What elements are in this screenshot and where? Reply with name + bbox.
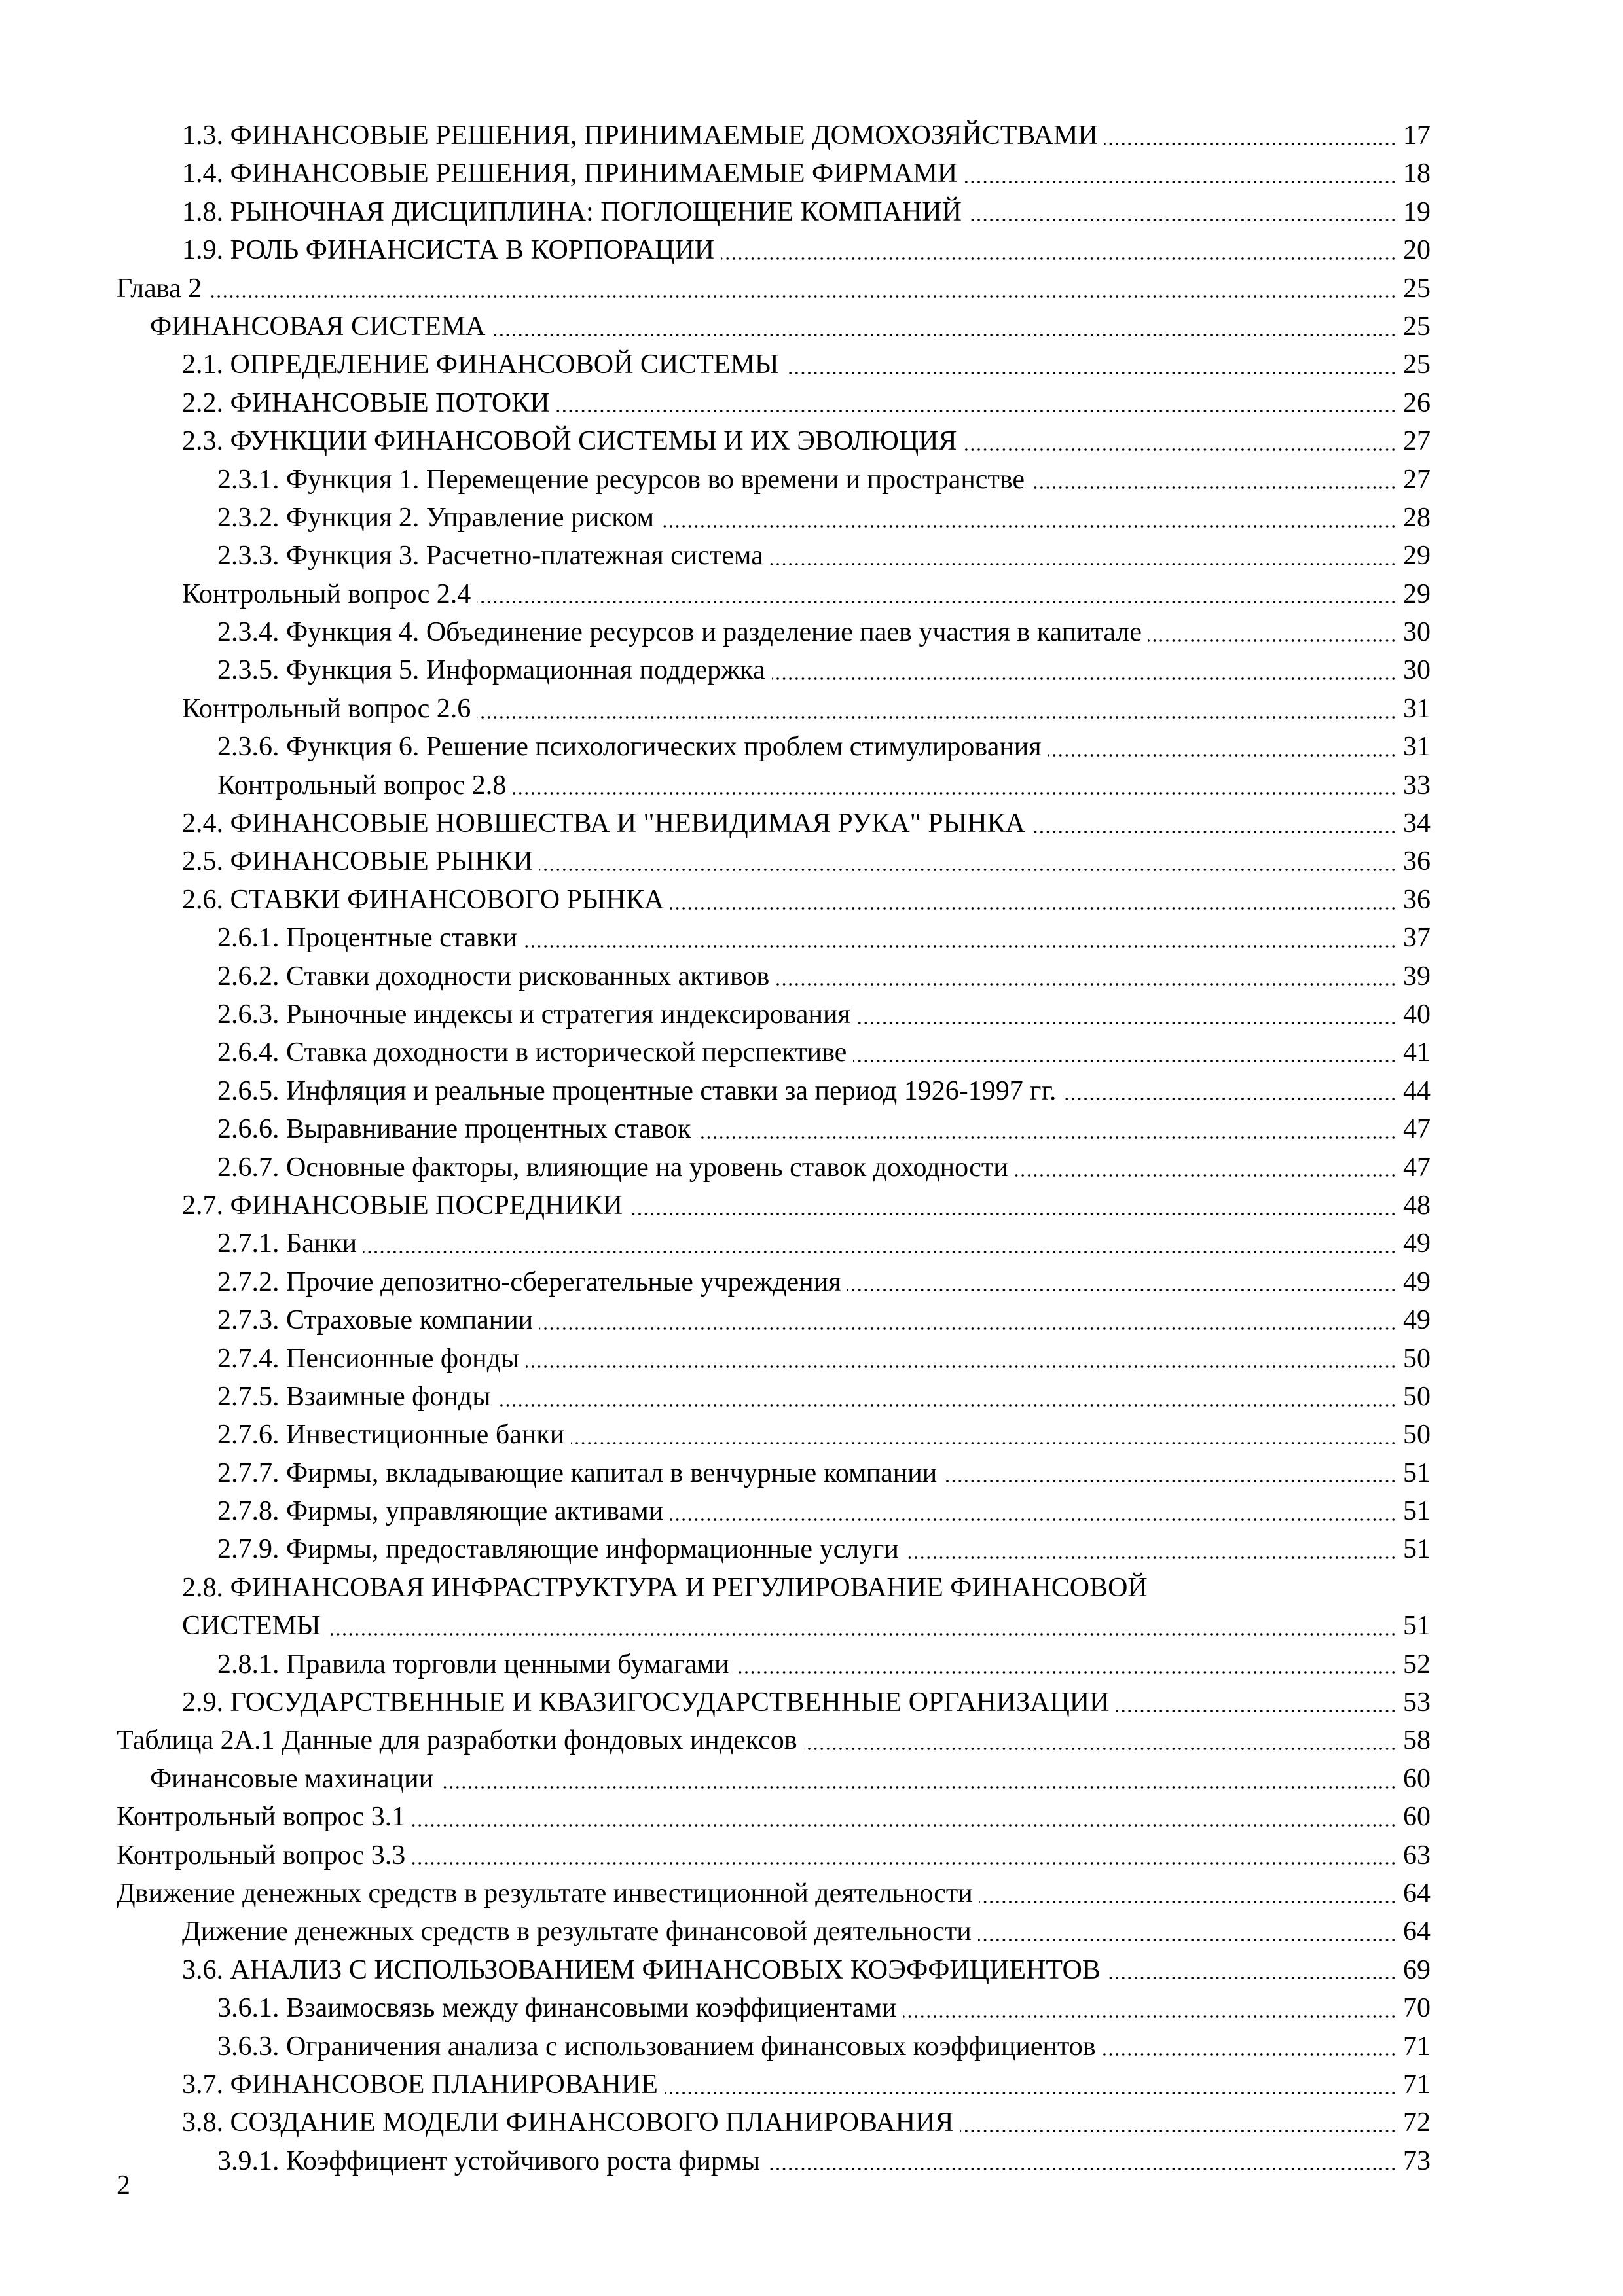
toc-entry-page: 25	[1403, 350, 1431, 380]
toc-entry[interactable]	[0, 1798, 1623, 1836]
toc-entry[interactable]	[0, 422, 1623, 460]
toc-entry-page: 47	[1403, 1152, 1431, 1183]
toc-entry-page: 49	[1403, 1229, 1431, 1259]
toc-entry[interactable]	[0, 881, 1623, 919]
toc-dot-leader	[853, 1060, 1396, 1062]
toc-entry[interactable]	[0, 1874, 1623, 1912]
toc-entry[interactable]	[0, 1760, 1623, 1798]
toc-entry-page: 50	[1403, 1343, 1431, 1374]
toc-entry-title: Контрольный вопрос 2.6	[182, 693, 471, 724]
toc-entry[interactable]	[0, 1033, 1623, 1071]
toc-entry-title: Контрольный вопрос 3.3	[117, 1840, 406, 1871]
toc-entry-title: Контрольный вопрос 3.1	[117, 1802, 406, 1833]
toc-entry-page: 49	[1403, 1266, 1431, 1297]
toc-entry-title: 2.3. ФУНКЦИИ ФИНАНСОВОЙ СИСТЕМЫ И ИХ ЭВОЛЮЦИЯ	[182, 426, 957, 457]
toc-entry[interactable]	[0, 193, 1623, 231]
toc-entry-title: 2.7.7. Фирмы, вкладывающие капитал в венчурные компании	[217, 1458, 938, 1488]
toc-entry-title: 2.6.2. Ставки доходности рискованных активов	[217, 961, 770, 992]
toc-dot-leader	[964, 448, 1396, 451]
toc-entry[interactable]	[0, 461, 1623, 499]
toc-entry-page: 44	[1403, 1075, 1431, 1106]
toc-entry-page: 20	[1403, 235, 1431, 266]
toc-entry[interactable]	[0, 270, 1623, 308]
toc-dot-leader	[905, 1556, 1396, 1559]
toc-dot-leader	[1104, 143, 1396, 145]
toc-entry[interactable]	[0, 2066, 1623, 2104]
toc-entry-title-continued: СИСТЕМЫ	[182, 1611, 321, 1641]
toc-dot-leader	[477, 601, 1396, 603]
toc-entry-title: 3.6.3. Ограничения анализа с использованием финансовых коэффициентов	[217, 2031, 1096, 2062]
toc-entry-page: 73	[1403, 2145, 1431, 2176]
toc-dot-leader	[539, 869, 1396, 871]
toc-entry-title: 2.6.1. Процентные ставки	[217, 923, 517, 954]
toc-entry-title: 2.3.6. Функция 6. Решение психологических проблем стимулирования	[217, 732, 1042, 762]
toc-entry-title: 1.9. РОЛЬ ФИНАНСИСТА В КОРПОРАЦИИ	[182, 235, 715, 266]
toc-entry-page: 51	[1403, 1611, 1431, 1641]
toc-entry-page: 34	[1403, 808, 1431, 839]
toc-dot-leader	[721, 257, 1396, 260]
toc-entry-title: 2.3.2. Функция 2. Управление риском	[217, 502, 655, 533]
toc-dot-leader	[1031, 486, 1396, 489]
toc-entry-title: 1.4. ФИНАНСОВЫЕ РЕШЕНИЯ, ПРИНИМАЕМЫЕ ФИРМАМИ	[182, 158, 958, 189]
toc-entry-page: 31	[1403, 693, 1431, 724]
toc-entry-title: 2.3.1. Функция 1. Перемещение ресурсов во времени и пространстве	[217, 464, 1025, 495]
toc-entry[interactable]	[0, 154, 1623, 192]
toc-dot-leader	[363, 1251, 1396, 1253]
toc-dot-leader	[440, 1786, 1396, 1789]
toc-entry-page: 26	[1403, 387, 1431, 418]
toc-entry[interactable]	[0, 919, 1623, 957]
toc-entry-page: 28	[1403, 502, 1431, 533]
toc-entry[interactable]	[0, 1492, 1623, 1530]
toc-entry[interactable]	[0, 1149, 1623, 1187]
toc-entry-page: 37	[1403, 923, 1431, 954]
toc-entry-title: ФИНАНСОВАЯ СИСТЕМА	[150, 311, 486, 342]
toc-dot-leader	[903, 2015, 1396, 2018]
toc-entry[interactable]	[0, 1416, 1623, 1454]
toc-dot-leader	[736, 1671, 1396, 1674]
toc-dot-leader	[1107, 1977, 1396, 1979]
toc-entry[interactable]	[0, 384, 1623, 422]
toc-entry[interactable]	[0, 1340, 1623, 1378]
toc-entry-title: 2.6.6. Выравнивание процентных ставок	[217, 1114, 691, 1145]
toc-entry-page: 19	[1403, 196, 1431, 227]
toc-entry-title: 2.8.1. Правила торговли ценными бумагами	[217, 1649, 729, 1679]
toc-entry[interactable]	[0, 842, 1623, 880]
toc-dot-leader	[661, 525, 1396, 528]
toc-dot-leader	[847, 1289, 1396, 1291]
toc-entry[interactable]	[0, 1263, 1623, 1301]
toc-dot-leader	[1103, 2053, 1396, 2056]
toc-entry-title: 2.6.3. Рыночные индексы и стратегия индексирования	[217, 999, 850, 1030]
toc-entry-page: 41	[1403, 1037, 1431, 1068]
toc-dot-leader	[772, 677, 1396, 680]
toc-entry-title: 3.9.1. Коэффициент устойчивого роста фирмы	[217, 2145, 761, 2176]
toc-dot-leader	[770, 563, 1396, 565]
toc-dot-leader	[665, 2092, 1396, 2094]
toc-entry-title: 2.7. ФИНАНСОВЫЕ ПОСРЕДНИКИ	[182, 1190, 623, 1221]
toc-entry-page: 63	[1403, 1840, 1431, 1871]
toc-entry-page: 30	[1403, 617, 1431, 648]
toc-entry-title: Дижение денежных средств в результате финансовой деятельности	[182, 1916, 972, 1947]
toc-dot-leader	[412, 1824, 1396, 1827]
toc-entry-title: 2.8. ФИНАНСОВАЯ ИНФРАСТРУКТУРА И РЕГУЛИРОВАНИЕ ФИНАНСОВОЙ	[182, 1572, 1148, 1603]
toc-entry-title: 2.2. ФИНАНСОВЫЕ ПОТОКИ	[182, 387, 550, 418]
toc-dot-leader	[1015, 1174, 1396, 1177]
toc-entry[interactable]	[0, 1951, 1623, 1989]
toc-entry[interactable]	[0, 1072, 1623, 1110]
toc-entry-title: 2.3.5. Функция 5. Информационная поддержка	[217, 655, 765, 686]
toc-dot-leader	[964, 181, 1396, 183]
toc-entry-page: 60	[1403, 1763, 1431, 1794]
toc-dot-leader	[804, 1748, 1396, 1750]
toc-entry[interactable]	[0, 346, 1623, 384]
toc-entry[interactable]	[0, 1683, 1623, 1721]
toc-entry-title: 2.6.7. Основные факторы, влияющие на уровень ставок доходности	[217, 1152, 1008, 1183]
toc-entry-page: 49	[1403, 1305, 1431, 1336]
toc-dot-leader	[767, 2168, 1396, 2170]
toc-entry-page: 27	[1403, 426, 1431, 457]
toc-dot-leader	[539, 1327, 1396, 1330]
toc-entry-page: 25	[1403, 273, 1431, 304]
toc-entry[interactable]	[0, 1301, 1623, 1339]
toc-entry[interactable]	[0, 613, 1623, 651]
toc-dot-leader	[786, 372, 1396, 374]
toc-entry-title: 2.6. СТАВКИ ФИНАНСОВОГО РЫНКА	[182, 884, 665, 915]
toc-entry-title: 2.7.8. Фирмы, управляющие активами	[217, 1496, 664, 1527]
toc-entry-title: 2.1. ОПРЕДЕЛЕНИЕ ФИНАНСОВОЙ СИСТЕМЫ	[182, 350, 779, 380]
toc-entry-title: 2.7.2. Прочие депозитно-сберегательные учреждения	[217, 1266, 841, 1297]
toc-dot-leader	[670, 907, 1396, 910]
toc-entry-title: 2.4. ФИНАНСОВЫЕ НОВШЕСТВА И "НЕВИДИМАЯ РУКА" РЫНКА	[182, 808, 1025, 839]
toc-entry[interactable]	[0, 1454, 1623, 1492]
toc-entry-title: 1.3. ФИНАНСОВЫЕ РЕШЕНИЯ, ПРИНИМАЕМЫЕ ДОМОХОЗЯЙСТВАМИ	[182, 120, 1098, 151]
toc-dot-leader	[1048, 754, 1396, 757]
toc-entry-title: 3.6. АНАЛИЗ С ИСПОЛЬЗОВАНИЕМ ФИНАНСОВЫХ КОЭФФИЦИЕНТОВ	[182, 1954, 1101, 1985]
toc-entry-title: Таблица 2А.1 Данные для разработки фондовых индексов	[117, 1725, 797, 1756]
toc-entry[interactable]	[0, 690, 1623, 728]
toc-entry-page: 36	[1403, 846, 1431, 877]
toc-entry-page: 25	[1403, 311, 1431, 342]
toc-dot-leader	[208, 295, 1396, 298]
toc-entry-title: 1.8. РЫНОЧНАЯ ДИСЦИПЛИНА: ПОГЛОЩЕНИЕ КОМПАНИЙ	[182, 196, 962, 227]
toc-dot-leader	[979, 1901, 1396, 1903]
toc-entry-title: 3.6.1. Взаимосвязь между финансовыми коэффициентами	[217, 1993, 897, 2024]
toc-entry[interactable]	[0, 728, 1623, 766]
toc-entry-title: 2.3.3. Функция 3. Расчетно-платежная система	[217, 541, 763, 571]
toc-entry[interactable]	[0, 575, 1623, 613]
toc-dot-leader	[697, 1136, 1396, 1139]
toc-entry-page: 29	[1403, 579, 1431, 609]
toc-dot-leader	[571, 1442, 1396, 1444]
toc-entry[interactable]	[0, 499, 1623, 537]
toc-entry-title: Глава 2	[117, 273, 202, 304]
toc-entry-page: 72	[1403, 2108, 1431, 2138]
toc-entry[interactable]	[0, 651, 1623, 689]
toc-entry[interactable]	[0, 1645, 1623, 1683]
toc-entry[interactable]	[0, 1110, 1623, 1148]
toc-entry-title: 3.7. ФИНАНСОВОЕ ПЛАНИРОВАНИЕ	[182, 2069, 658, 2100]
toc-entry-page: 39	[1403, 961, 1431, 992]
toc-entry-page: 71	[1403, 2031, 1431, 2062]
toc-dot-leader	[513, 792, 1396, 795]
toc-dot-leader	[857, 1022, 1396, 1024]
toc-entry-page: 51	[1403, 1534, 1431, 1565]
toc-entry-page: 53	[1403, 1687, 1431, 1718]
toc-dot-leader	[497, 1404, 1396, 1407]
toc-dot-leader	[492, 334, 1396, 336]
toc-dot-leader	[477, 716, 1396, 719]
toc-dot-leader	[776, 983, 1396, 986]
toc-entry[interactable]	[0, 117, 1623, 154]
toc-dot-leader	[968, 219, 1396, 221]
toc-entry[interactable]	[0, 804, 1623, 842]
toc-entry-page: 18	[1403, 158, 1431, 189]
toc-dot-leader	[960, 2130, 1396, 2132]
toc-entry-title: 2.5. ФИНАНСОВЫЕ РЫНКИ	[182, 846, 533, 877]
toc-entry-title: 2.9. ГОСУДАРСТВЕННЫЕ И КВАЗИГОСУДАРСТВЕННЫЕ ОРГАНИЗАЦИИ	[182, 1687, 1110, 1718]
toc-dot-leader	[327, 1633, 1396, 1636]
toc-entry[interactable]	[0, 1530, 1623, 1568]
toc-dot-leader	[1148, 639, 1396, 642]
toc-entry-page: 64	[1403, 1878, 1431, 1909]
toc-entry-title: Контрольный вопрос 2.4	[182, 579, 471, 609]
toc-entry-title: 3.8. СОЗДАНИЕ МОДЕЛИ ФИНАНСОВОГО ПЛАНИРОВАНИЯ	[182, 2108, 954, 2138]
toc-entry[interactable]	[0, 2142, 1623, 2180]
toc-entry[interactable]	[0, 1837, 1623, 1874]
toc-entry[interactable]	[0, 1187, 1623, 1225]
toc-dot-leader	[1063, 1098, 1396, 1100]
toc-entry[interactable]	[0, 1989, 1623, 2027]
toc-entry[interactable]	[0, 1912, 1623, 1950]
toc-entry-page: 52	[1403, 1649, 1431, 1679]
toc-entry-title: 2.7.1. Банки	[217, 1229, 357, 1259]
toc-entry[interactable]	[0, 1378, 1623, 1416]
toc-entry-title: 2.3.4. Функция 4. Объединение ресурсов и разделение паев участия в капитале	[217, 617, 1142, 648]
toc-dot-leader	[412, 1862, 1396, 1865]
toc-entry[interactable]	[0, 1225, 1623, 1263]
toc-entry[interactable]	[0, 2104, 1623, 2142]
toc-dot-leader	[526, 1365, 1396, 1368]
toc-entry-page: 40	[1403, 999, 1431, 1030]
toc-entry-page: 27	[1403, 464, 1431, 495]
toc-entry-page: 17	[1403, 120, 1431, 151]
toc-entry-page: 64	[1403, 1916, 1431, 1947]
toc-entry[interactable]	[0, 1721, 1623, 1759]
toc-entry-page: 50	[1403, 1420, 1431, 1450]
toc-entry[interactable]	[0, 958, 1623, 996]
toc-entry-title: 2.6.4. Ставка доходности в исторической перспективе	[217, 1037, 847, 1068]
toc-entry[interactable]	[0, 2028, 1623, 2066]
toc-dot-leader	[943, 1480, 1396, 1482]
toc-entry[interactable]	[0, 537, 1623, 575]
toc-entry-page: 30	[1403, 655, 1431, 686]
toc-dot-leader	[524, 945, 1396, 948]
toc-dot-leader	[978, 1939, 1396, 1941]
toc-entry[interactable]	[0, 231, 1623, 269]
toc-dot-leader	[1116, 1710, 1396, 1712]
toc-entry-page: 58	[1403, 1725, 1431, 1756]
toc-entry-page: 48	[1403, 1190, 1431, 1221]
table-of-contents	[0, 117, 1623, 2180]
toc-entry-page: 47	[1403, 1114, 1431, 1145]
toc-entry[interactable]	[0, 1569, 1623, 1645]
toc-entry-page: 60	[1403, 1802, 1431, 1833]
toc-entry-page: 71	[1403, 2069, 1431, 2100]
toc-entry-page: 69	[1403, 1954, 1431, 1985]
toc-entry-page: 36	[1403, 884, 1431, 915]
toc-entry[interactable]	[0, 996, 1623, 1033]
toc-entry-page: 31	[1403, 732, 1431, 762]
toc-entry-page: 29	[1403, 541, 1431, 571]
toc-entry-title: 2.7.3. Страховые компании	[217, 1305, 534, 1336]
toc-dot-leader	[1032, 831, 1396, 833]
toc-entry[interactable]	[0, 766, 1623, 804]
toc-entry-title: Финансовые махинации	[150, 1763, 434, 1794]
toc-entry-title: 2.7.6. Инвестиционные банки	[217, 1420, 565, 1450]
toc-entry-page: 51	[1403, 1458, 1431, 1488]
toc-entry-page: 51	[1403, 1496, 1431, 1527]
toc-entry-title: Контрольный вопрос 2.8	[217, 770, 507, 800]
toc-entry-title: Движение денежных средств в результате инвестиционной деятельности	[117, 1878, 973, 1909]
toc-entry-title: 2.7.9. Фирмы, предоставляющие информационные услуги	[217, 1534, 899, 1565]
toc-entry-page: 70	[1403, 1993, 1431, 2024]
toc-dot-leader	[629, 1213, 1396, 1215]
toc-entry-title: 2.6.5. Инфляция и реальные процентные ставки за период 1926-1997 гг.	[217, 1075, 1057, 1106]
toc-entry-page: 33	[1403, 770, 1431, 800]
toc-dot-leader	[670, 1518, 1396, 1521]
toc-entry-title: 2.7.4. Пенсионные фонды	[217, 1343, 520, 1374]
page-number: 2	[117, 2170, 130, 2200]
toc-entry[interactable]	[0, 308, 1623, 346]
toc-entry-page: 50	[1403, 1381, 1431, 1412]
toc-entry-title: 2.7.5. Взаимные фонды	[217, 1381, 491, 1412]
toc-dot-leader	[556, 410, 1396, 412]
